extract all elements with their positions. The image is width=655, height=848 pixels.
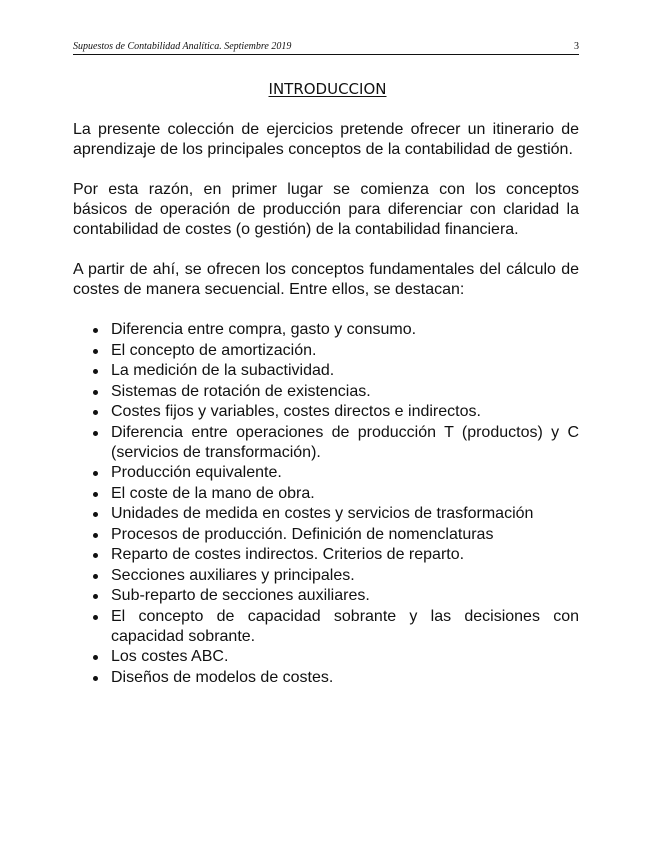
list-item: Diferencia entre compra, gasto y consumo. xyxy=(73,320,579,340)
list-item: Procesos de producción. Definición de nomenclaturas xyxy=(73,525,579,545)
list-item: Secciones auxiliares y principales. xyxy=(73,566,579,586)
page-number: 3 xyxy=(574,41,579,52)
list-item: Sub-reparto de secciones auxiliares. xyxy=(73,586,579,606)
topic-list xyxy=(73,320,579,688)
list-item: La medición de la subactividad. xyxy=(73,361,579,381)
list-item: El coste de la mano de obra. xyxy=(73,484,579,504)
page-title xyxy=(0,79,655,99)
page-header xyxy=(73,40,579,55)
list-item: Diferencia entre operaciones de producción T (productos) y C (servicios de transformación). xyxy=(73,423,579,463)
intro-paragraph-3: A partir de ahí, se ofrecen los conceptos fundamentales del cálculo de costes de manera secuencial. Entre ellos, se destacan: xyxy=(73,261,579,298)
list-item: Costes fijos y variables, costes directos e indirectos. xyxy=(73,402,579,422)
list-item: Sistemas de rotación de existencias. xyxy=(73,382,579,402)
page-title-text: INTRODUCCION xyxy=(268,80,387,98)
header-title: Supuestos de Contabilidad Analítica. Septiembre 2019 xyxy=(73,41,292,52)
intro-paragraph-2: Por esta razón, en primer lugar se comienza con los conceptos básicos de operación de producción para diferenciar con claridad la contabilidad de costes (o gestión) de la contabilidad financiera. xyxy=(73,181,579,238)
list-item: Los costes ABC. xyxy=(73,647,579,667)
list-item: El concepto de capacidad sobrante y las decisiones con capacidad sobrante. xyxy=(73,607,579,647)
intro-paragraph-1: La presente colección de ejercicios pretende ofrecer un itinerario de aprendizaje de los principales conceptos de la contabilidad de gestión. xyxy=(73,121,579,158)
document-body xyxy=(73,120,579,688)
list-item: Diseños de modelos de costes. xyxy=(73,668,579,688)
list-item: Reparto de costes indirectos. Criterios de reparto. xyxy=(73,545,579,565)
list-item: Producción equivalente. xyxy=(73,463,579,483)
list-item: El concepto de amortización. xyxy=(73,341,579,361)
list-item: Unidades de medida en costes y servicios de trasformación xyxy=(73,504,579,524)
